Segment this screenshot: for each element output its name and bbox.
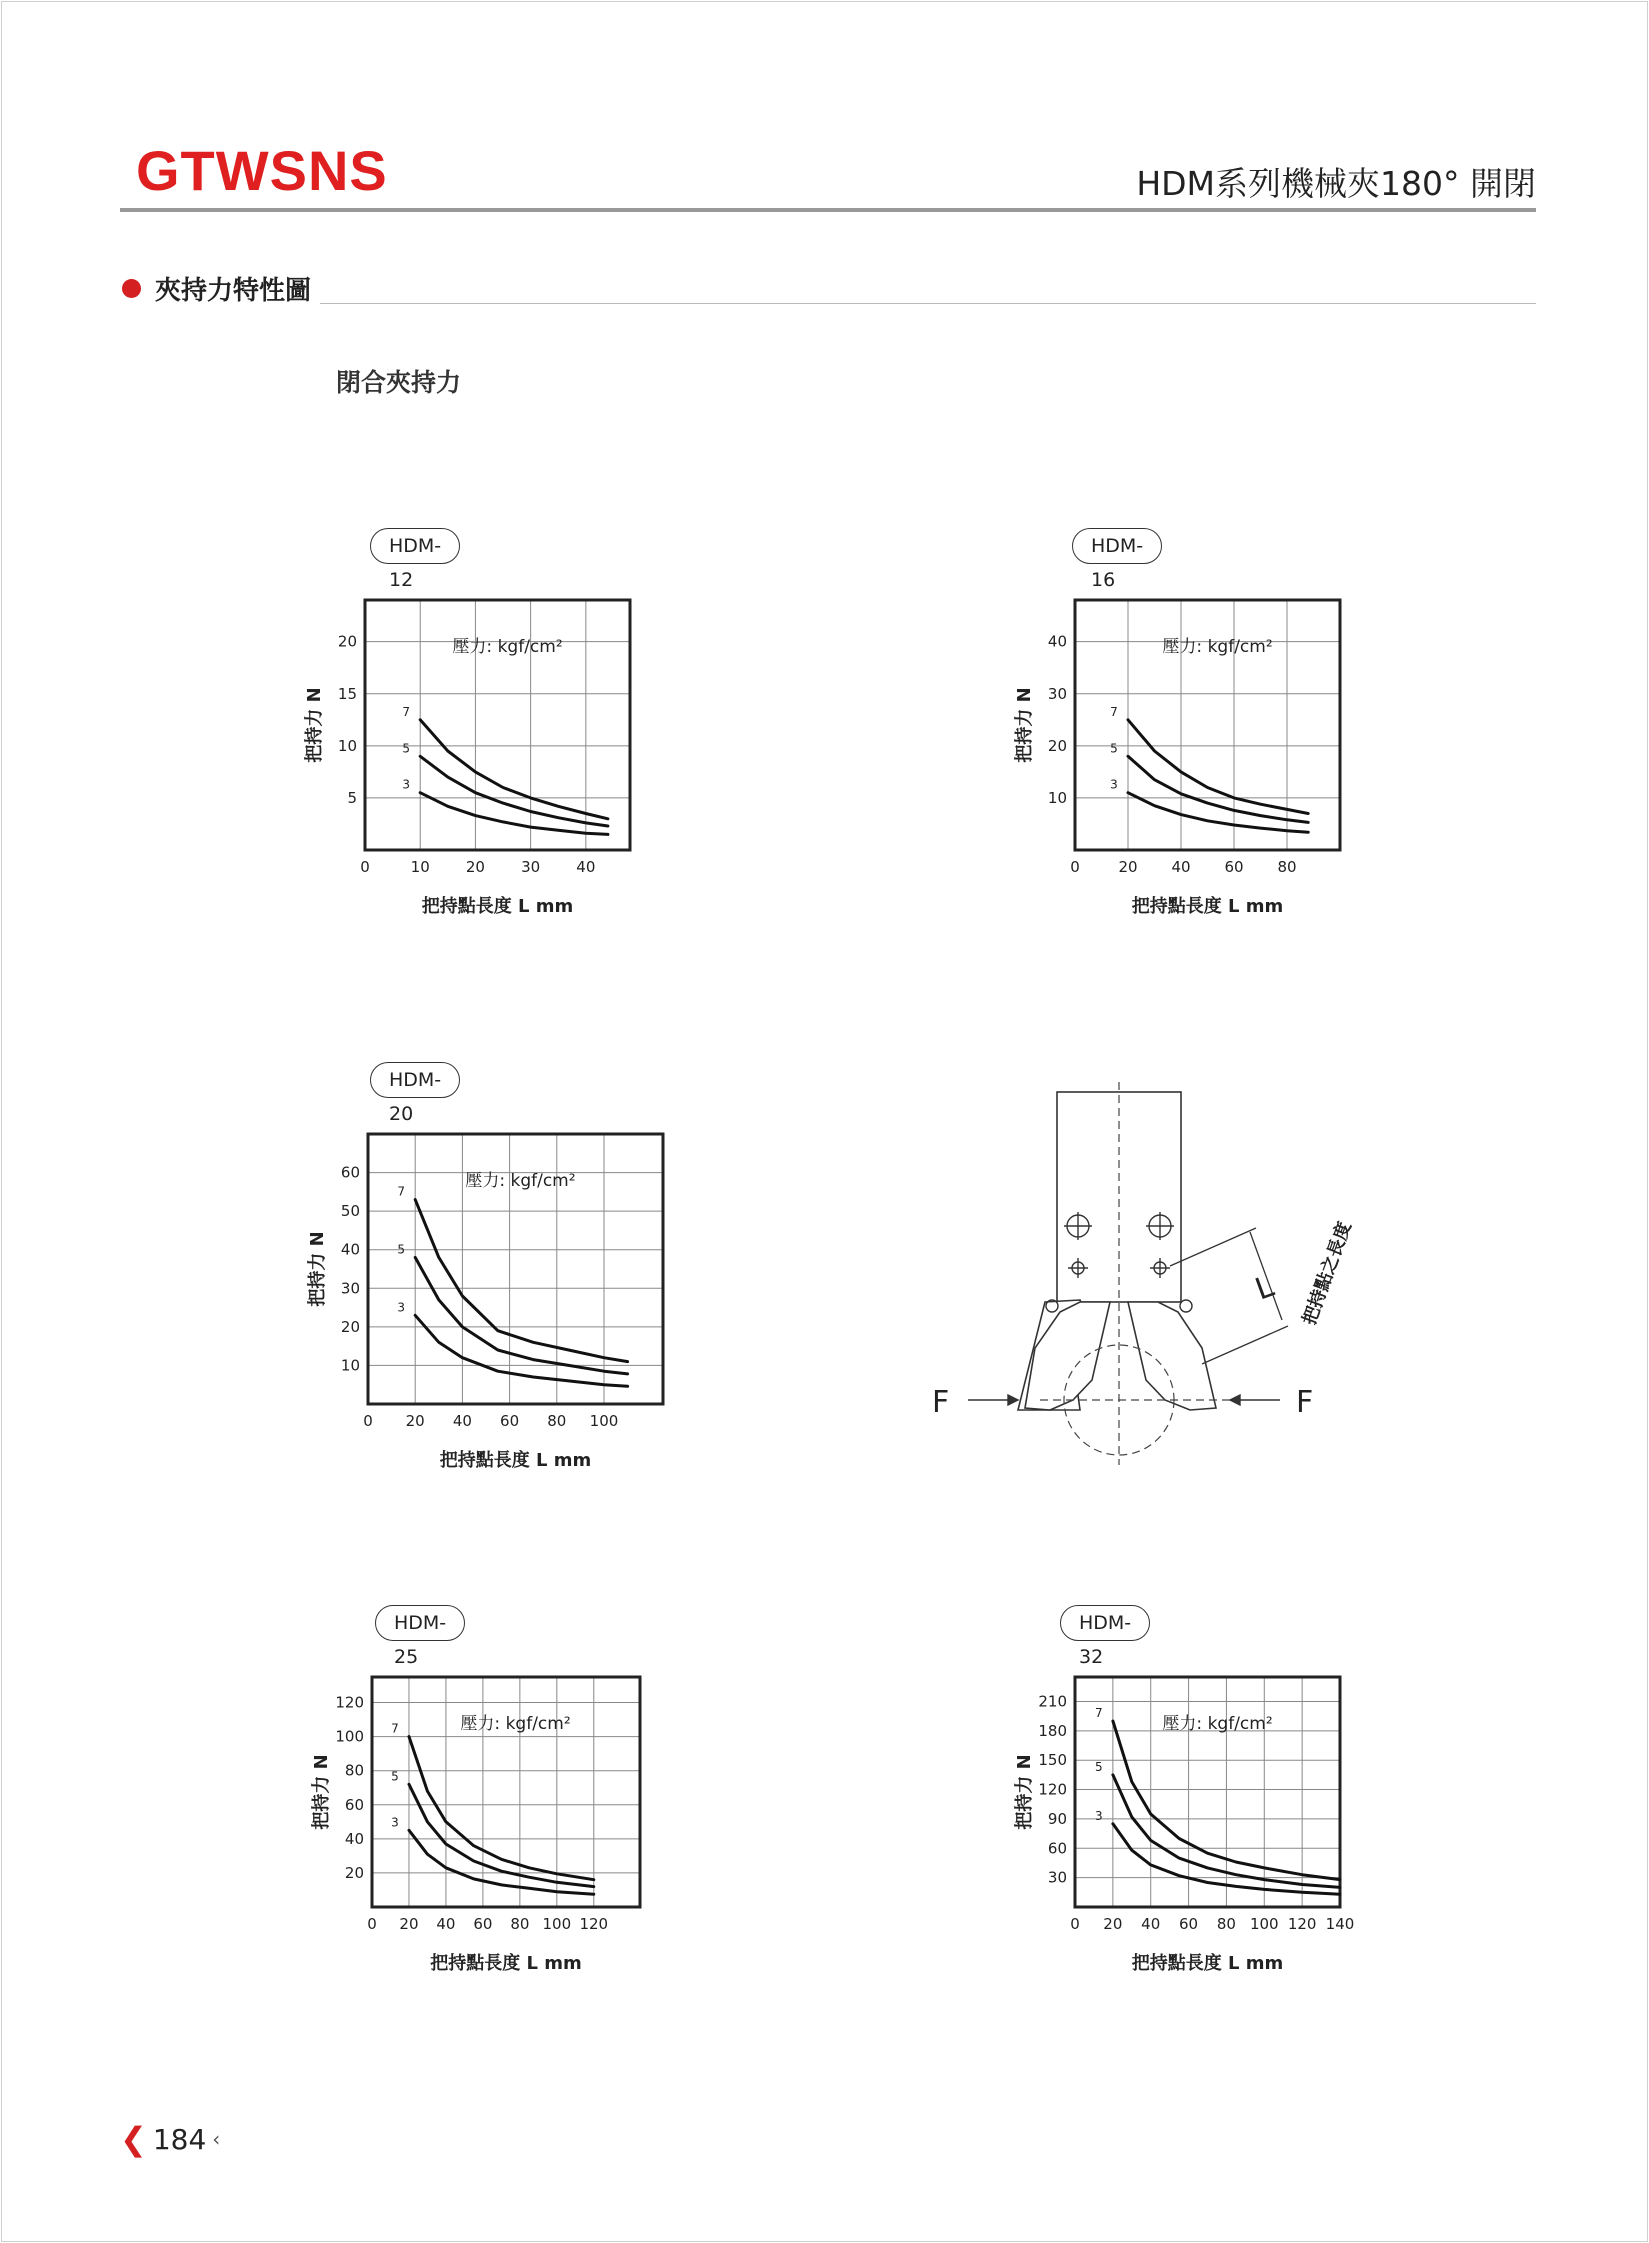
model-badge: HDM-16 [1072, 528, 1162, 564]
x-tick-label: 40 [436, 1915, 456, 1933]
x-tick-label: 20 [399, 1915, 419, 1933]
series-line-3 [1128, 793, 1308, 833]
y-tick-label: 40 [344, 1829, 364, 1848]
page-number [120, 2120, 220, 2158]
series-title: HDM系列機械夾180° 開閉 [1136, 164, 1536, 203]
series-label: 7 [1095, 1706, 1103, 1721]
x-tick-label: 80 [1216, 1915, 1236, 1933]
series-line-7 [420, 720, 608, 819]
y-tick-label: 50 [340, 1202, 360, 1221]
pressure-label: 壓力: kgf/cm² [1162, 637, 1273, 657]
force-label-left: F [932, 1385, 950, 1420]
x-tick-label: 0 [363, 1412, 373, 1430]
x-tick-label: 60 [473, 1915, 493, 1933]
header-divider [120, 208, 1536, 212]
series-line-3 [420, 793, 608, 835]
pressure-label: 壓力: kgf/cm² [460, 1714, 571, 1734]
pressure-label: 壓力: kgf/cm² [465, 1171, 576, 1191]
force-label-right: F [1296, 1385, 1314, 1420]
y-tick-label: 20 [337, 632, 357, 651]
y-tick-label: 150 [1038, 1751, 1067, 1770]
x-tick-label: 40 [452, 1412, 472, 1430]
section-title: 夾持力特性圖 [155, 276, 312, 306]
section-subtitle: 閉合夾持力 [336, 368, 462, 397]
series-label: 3 [391, 1815, 399, 1830]
chevron-left-icon: ❮ [120, 2120, 147, 2158]
chart-svg [290, 1605, 690, 1985]
x-tick-label: 120 [1287, 1915, 1317, 1933]
chart-svg [290, 1062, 710, 1472]
series-label: 5 [1095, 1759, 1103, 1774]
y-tick-label: 5 [347, 788, 357, 807]
series-label: 7 [391, 1721, 399, 1736]
series-label: 7 [402, 704, 411, 719]
x-tick-label: 120 [579, 1915, 609, 1933]
x-tick-label: 30 [521, 858, 541, 876]
x-tick-label: 60 [500, 1412, 520, 1430]
y-axis-label: 把持力 N [304, 687, 325, 763]
pressure-label: 壓力: kgf/cm² [452, 637, 563, 657]
series-line-5 [409, 1784, 594, 1886]
y-tick-label: 120 [1038, 1780, 1067, 1799]
x-tick-label: 60 [1224, 858, 1244, 876]
x-axis-label: 把持點長度 L mm [430, 1953, 582, 1974]
x-tick-label: 20 [465, 858, 485, 876]
chart-svg [290, 528, 690, 918]
y-tick-label: 10 [340, 1356, 360, 1375]
x-tick-label: 40 [1141, 1915, 1161, 1933]
y-tick-label: 30 [1047, 684, 1067, 703]
series-line-7 [409, 1737, 594, 1880]
series-label: 5 [391, 1769, 399, 1784]
section-divider [320, 303, 1536, 304]
y-tick-label: 30 [340, 1279, 360, 1298]
x-tick-label: 20 [1118, 858, 1138, 876]
series-label: 3 [1095, 1808, 1103, 1823]
page-number-value: 184 [152, 2122, 207, 2156]
model-badge: HDM-12 [370, 528, 460, 564]
left-jaw-arm [1025, 1302, 1110, 1410]
series-label: 5 [397, 1242, 406, 1257]
x-tick-label: 20 [1103, 1915, 1123, 1933]
y-tick-label: 15 [337, 684, 357, 703]
x-tick-label: 140 [1325, 1915, 1355, 1933]
pressure-label: 壓力: kgf/cm² [1162, 1714, 1273, 1734]
series-line-7 [415, 1200, 627, 1362]
brand-logo: GTWSNS [136, 139, 388, 202]
series-line-3 [415, 1315, 627, 1386]
y-tick-label: 100 [335, 1727, 364, 1746]
x-tick-label: 0 [1070, 1915, 1080, 1933]
x-tick-label: 40 [576, 858, 596, 876]
x-tick-label: 100 [542, 1915, 572, 1933]
y-tick-label: 10 [337, 736, 357, 755]
series-label: 5 [402, 741, 411, 756]
x-tick-label: 80 [547, 1412, 567, 1430]
page-frame [1, 1, 1648, 2242]
y-tick-label: 120 [335, 1693, 364, 1712]
model-badge: HDM-25 [375, 1605, 465, 1641]
y-tick-label: 40 [340, 1240, 360, 1259]
y-tick-label: 180 [1038, 1721, 1067, 1740]
y-tick-label: 40 [1047, 632, 1067, 651]
series-label: 3 [397, 1300, 406, 1315]
x-axis-label: 把持點長度 L mm [1131, 896, 1284, 917]
y-tick-label: 210 [1038, 1692, 1067, 1711]
x-tick-label: 80 [1277, 858, 1297, 876]
y-tick-label: 30 [1047, 1868, 1067, 1887]
y-tick-label: 10 [1047, 788, 1067, 807]
y-tick-label: 60 [340, 1163, 360, 1182]
chevron-left-small-icon: ‹ [212, 2127, 221, 2151]
y-axis-label: 把持力 N [311, 1754, 332, 1830]
right-jaw-arm [1128, 1302, 1216, 1410]
x-tick-label: 40 [1171, 858, 1191, 876]
series-line-7 [1128, 720, 1308, 814]
section-heading [122, 270, 311, 307]
x-tick-label: 20 [405, 1412, 425, 1430]
series-label: 5 [1110, 741, 1118, 756]
model-badge: HDM-32 [1060, 1605, 1150, 1641]
y-axis-label: 把持力 N [1014, 1754, 1035, 1830]
series-label: 3 [1110, 777, 1118, 792]
bullet-icon [122, 279, 141, 298]
x-tick-label: 80 [510, 1915, 530, 1933]
y-tick-label: 20 [1047, 736, 1067, 755]
x-tick-label: 100 [1249, 1915, 1279, 1933]
series-line-5 [1128, 756, 1308, 822]
x-axis-label: 把持點長度 L mm [1131, 1953, 1284, 1974]
model-badge: HDM-20 [370, 1062, 460, 1098]
plot-frame [1075, 1677, 1340, 1907]
x-tick-label: 10 [410, 858, 430, 876]
x-tick-label: 0 [367, 1915, 377, 1933]
chart-svg [1000, 1605, 1400, 1985]
chart-svg [1000, 528, 1400, 918]
x-tick-label: 0 [360, 858, 370, 876]
y-tick-label: 90 [1047, 1809, 1067, 1828]
y-tick-label: 80 [344, 1761, 364, 1780]
x-tick-label: 0 [1070, 858, 1080, 876]
length-label: L [1250, 1268, 1279, 1308]
series-label: 7 [1110, 704, 1118, 719]
y-axis-label: 把持力 N [307, 1231, 328, 1307]
series-label: 7 [397, 1184, 406, 1199]
series-label: 3 [402, 777, 411, 792]
y-tick-label: 20 [344, 1863, 364, 1882]
x-tick-label: 100 [589, 1412, 619, 1430]
x-axis-label: 把持點長度 L mm [439, 1450, 592, 1471]
y-tick-label: 20 [340, 1317, 360, 1336]
y-tick-label: 60 [344, 1795, 364, 1814]
gripper-diagram [930, 1080, 1370, 1484]
x-axis-label: 把持點長度 L mm [421, 896, 574, 917]
y-axis-label: 把持力 N [1014, 687, 1035, 763]
x-tick-label: 60 [1179, 1915, 1199, 1933]
y-tick-label: 60 [1047, 1839, 1067, 1858]
length-caption: 把持點之長度 [1298, 1219, 1356, 1328]
